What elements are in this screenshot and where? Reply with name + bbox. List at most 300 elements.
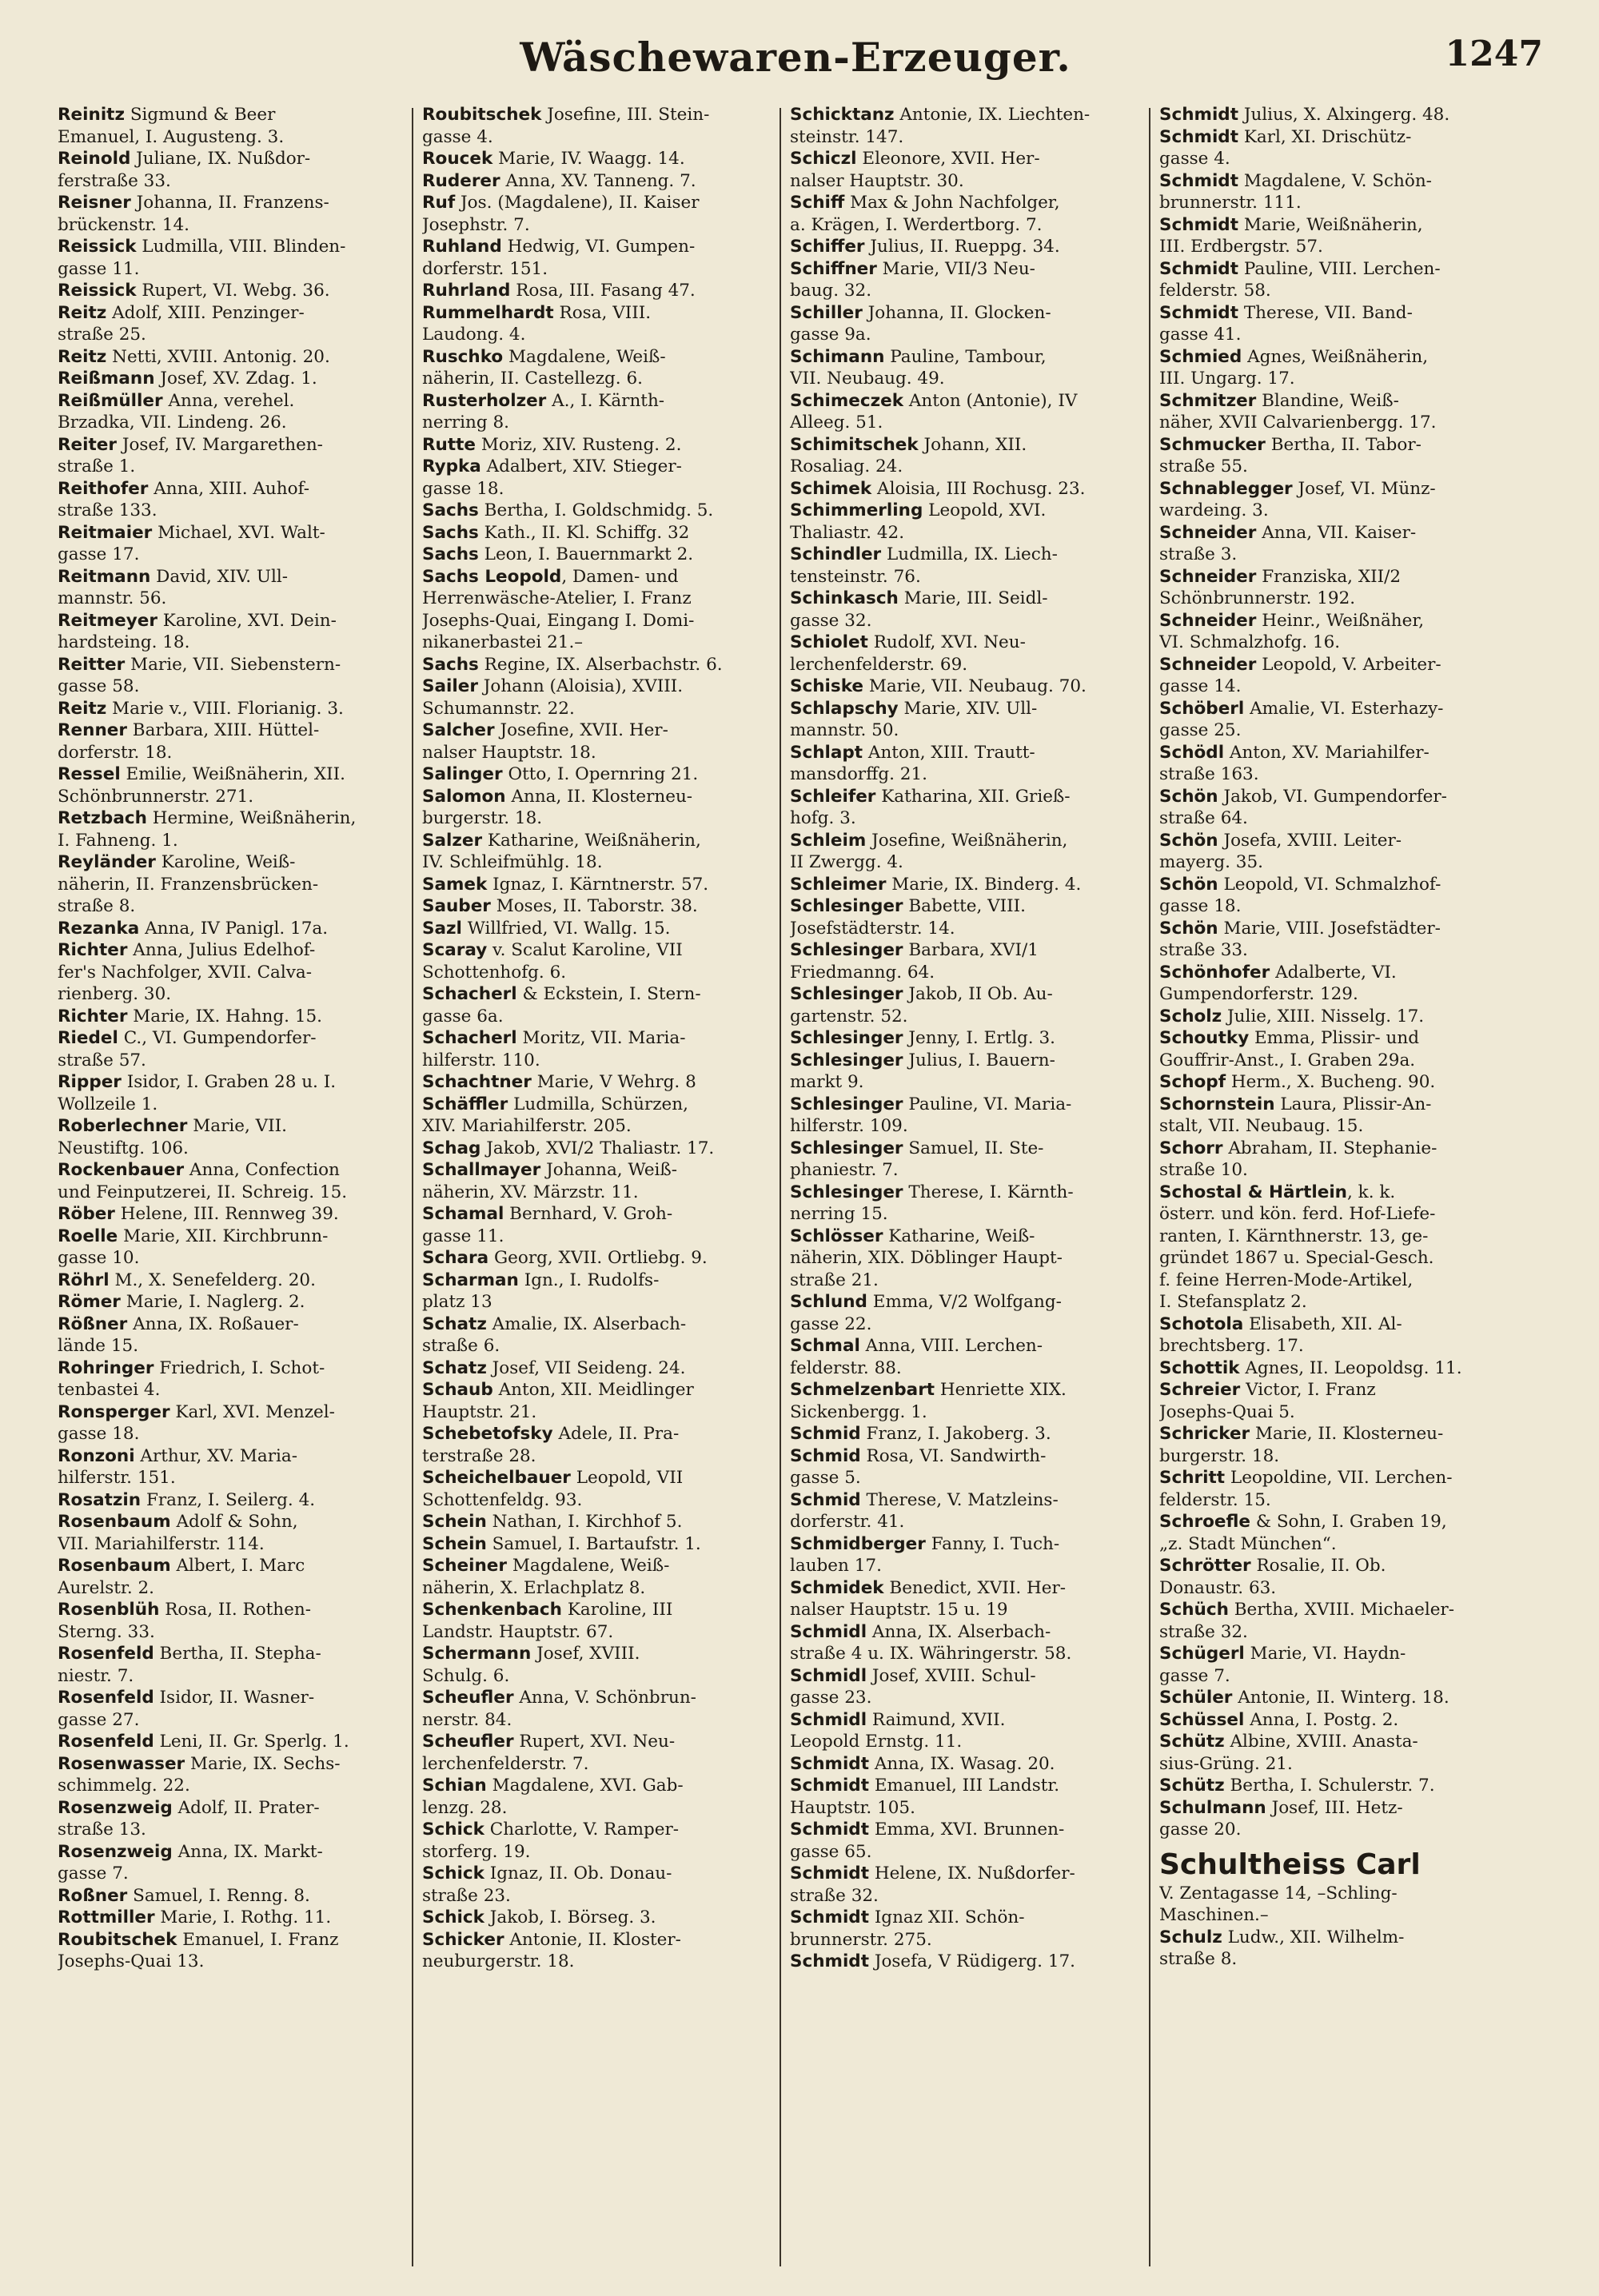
directory-line <box>790 412 1159 434</box>
entry-text: Katharine, Weißnäherin, <box>482 830 701 851</box>
entry-text: dorferstr. 18. <box>58 742 173 763</box>
entry-text: VI. Schmalzhofg. 16. <box>1159 632 1341 652</box>
directory-line <box>58 830 427 852</box>
directory-line <box>1159 983 1529 1006</box>
entry-text: V. Zentagasse 14, –Schling- <box>1159 1883 1398 1903</box>
directory-line <box>790 1182 1159 1204</box>
entry-text: Heinr., Weißnäher, <box>1256 610 1425 631</box>
directory-line <box>1159 1927 1529 1949</box>
directory-line <box>790 500 1159 522</box>
entry-text: Moritz, VII. Maria- <box>516 1028 686 1048</box>
entry-name: Reiter <box>58 434 117 455</box>
directory-line <box>790 1511 1159 1533</box>
entry-name: Schüssel <box>1159 1709 1245 1730</box>
directory-line <box>58 1951 427 1973</box>
entry-text: Adele, II. Pra- <box>552 1424 680 1444</box>
entry-name: Schmidt <box>1159 170 1238 191</box>
entry-name: Reißmann <box>58 369 155 389</box>
entry-name: Schmidt <box>790 1820 869 1840</box>
entry-text: Hermine, Weißnäherin, <box>146 808 357 828</box>
entry-text: Emma, V/2 Wolfgang- <box>867 1292 1062 1312</box>
entry-text: Jenny, I. Ertlg. 3. <box>903 1028 1055 1048</box>
entry-text: Josephstr. 7. <box>422 214 530 235</box>
directory-line <box>790 1138 1159 1160</box>
entry-text: nerring 15. <box>790 1204 888 1224</box>
entry-name: Roubitschek <box>422 105 542 125</box>
directory-line <box>1159 1071 1529 1094</box>
entry-name: Schmidt <box>1159 258 1238 279</box>
entry-name: Schiske <box>790 676 864 696</box>
directory-line <box>790 1115 1159 1138</box>
entry-name: Rosenfeld <box>58 1644 154 1664</box>
directory-line <box>422 1050 792 1072</box>
directory-line <box>422 698 792 720</box>
entry-text: Anna, XV. Tanneng. 7. <box>500 170 696 191</box>
entry-name: Schmidt <box>790 1864 869 1883</box>
entry-text: Johanna, Weiß- <box>540 1160 678 1180</box>
entry-name: Schotola <box>1159 1313 1244 1334</box>
entry-name: Schottik <box>1159 1357 1240 1378</box>
directory-line <box>1159 192 1529 214</box>
directory-line <box>1159 1753 1529 1776</box>
entry-name: Schoutky <box>1159 1028 1250 1048</box>
directory-line <box>790 126 1159 149</box>
directory-line <box>422 763 792 786</box>
directory-line <box>790 324 1159 346</box>
entry-name: Reitmaier <box>58 522 153 543</box>
entry-name: Reitz <box>58 346 107 367</box>
entry-text: Brzadka, VII. Lindeng. 26. <box>58 413 287 432</box>
entry-text: Pauline, VIII. Lerchen- <box>1238 258 1441 279</box>
directory-line <box>58 1138 427 1160</box>
entry-text: C., VI. Gumpendorfer- <box>118 1028 317 1048</box>
entry-name: Rottmiller <box>58 1907 155 1927</box>
entry-name: Schmied <box>1159 346 1242 367</box>
directory-line <box>790 170 1159 193</box>
directory-line <box>422 1643 792 1665</box>
entry-text: Bertha, I. Schulerstr. 7. <box>1224 1776 1435 1796</box>
directory-line <box>1159 1555 1529 1577</box>
entry-name: Rypka <box>422 456 481 476</box>
directory-line <box>1159 1533 1529 1556</box>
entry-text: Marie, Weißnäherin, <box>1238 214 1423 235</box>
entry-name: Reithofer <box>58 478 149 499</box>
directory-line <box>1159 1643 1529 1665</box>
entry-name: Schlesinger <box>790 940 903 960</box>
entry-name: Schein <box>422 1533 487 1554</box>
entry-text: Babette, VIII. <box>903 896 1026 916</box>
directory-line <box>790 1291 1159 1313</box>
entry-name: Roucek <box>422 149 493 169</box>
directory-line <box>58 632 427 654</box>
directory-line <box>422 434 792 456</box>
entry-text: Johann (Aloisia), XVIII. <box>477 676 684 696</box>
directory-line <box>58 786 427 808</box>
directory-line <box>1159 456 1529 478</box>
entry-text: Leopold, VI. Schmalzhof- <box>1218 874 1441 895</box>
directory-line <box>790 1841 1159 1864</box>
directory-line <box>58 1841 427 1864</box>
directory-line <box>422 544 792 566</box>
directory-line <box>58 192 427 214</box>
entry-text: Marie, IX. Binderg. 4. <box>886 874 1082 895</box>
directory-line <box>1159 1138 1529 1160</box>
directory-line <box>58 874 427 896</box>
directory-line <box>58 236 427 258</box>
entry-name: Schügerl <box>1159 1644 1245 1664</box>
entry-text: lerchenfelderstr. 69. <box>790 654 968 675</box>
entry-text: gasse 58. <box>58 676 140 696</box>
entry-text: Leni, II. Gr. Sperlg. 1. <box>154 1732 349 1752</box>
entry-name: Schlesinger <box>790 1138 903 1158</box>
entry-text: Anna, IX. Wasag. 20. <box>868 1753 1055 1774</box>
directory-line <box>1159 1203 1529 1226</box>
directory-line <box>1159 1159 1529 1182</box>
directory-line <box>1159 1731 1529 1753</box>
entry-text: Karoline, Weiß- <box>155 852 296 872</box>
directory-line <box>1159 302 1529 325</box>
entry-text: Schottenhofg. 6. <box>422 962 567 983</box>
entry-text: Josef, XVIII. Schul- <box>867 1665 1036 1686</box>
directory-line <box>790 632 1159 654</box>
page-title: Wäschewaren-Erzeuger. <box>520 34 1071 81</box>
entry-text: Leopold, XVI. <box>923 500 1047 520</box>
entry-text: VII. Mariahilferstr. 114. <box>58 1533 265 1554</box>
directory-line <box>422 719 792 742</box>
entry-text: & Eckstein, I. Stern- <box>516 984 701 1004</box>
directory-line <box>790 1555 1159 1577</box>
directory-line <box>58 1577 427 1600</box>
entry-text: Aurelstr. 2. <box>58 1577 155 1598</box>
entry-text: Rosalie, II. Ob. <box>1250 1556 1386 1576</box>
directory-line <box>1159 939 1529 962</box>
directory-line <box>1159 104 1529 126</box>
column-3 <box>790 104 1159 2262</box>
directory-line <box>422 368 792 390</box>
entry-text: Leopold Ernstg. 11. <box>790 1732 963 1752</box>
entry-text: Rosa, VI. Sandwirth- <box>860 1445 1047 1466</box>
entry-name: Sachs <box>422 544 479 564</box>
entry-name: Reitz <box>58 302 107 323</box>
entry-text: Karoline, III <box>561 1600 673 1620</box>
entry-text: gasse 5. <box>790 1468 861 1488</box>
entry-name: Schlesinger <box>790 1182 903 1202</box>
directory-line <box>58 258 427 281</box>
entry-text: Magdalene, Weiß- <box>506 1556 670 1576</box>
directory-line <box>58 1863 427 1885</box>
entry-text: Therese, VII. Band- <box>1238 302 1413 323</box>
entry-name: Rosenzweig <box>58 1841 173 1862</box>
entry-text: gasse 10. <box>58 1248 140 1268</box>
entry-text: Anna, VII. Kaiser- <box>1256 522 1417 543</box>
entry-text: Antonie, II. Winterg. 18. <box>1232 1688 1449 1708</box>
entry-text: Adolf, II. Prater- <box>172 1797 320 1818</box>
directory-line <box>422 1687 792 1709</box>
entry-name: Samek <box>422 874 488 895</box>
entry-text: Jakob, II Ob. Au- <box>903 984 1053 1004</box>
directory-line <box>790 1313 1159 1336</box>
directory-line <box>58 895 427 918</box>
entry-name: Rößner <box>58 1313 128 1334</box>
entry-text: straße 64. <box>1159 808 1248 828</box>
entry-name: Richter <box>58 940 128 960</box>
directory-line <box>1159 698 1529 720</box>
directory-line <box>58 1357 427 1380</box>
entry-text: Leopold, VII <box>570 1468 684 1488</box>
entry-text: Alleeg. 51. <box>790 413 883 432</box>
entry-text: Emilie, Weißnäherin, XII. <box>120 764 345 784</box>
directory-line <box>422 939 792 962</box>
entry-name: Schatz <box>422 1313 487 1334</box>
directory-line <box>790 807 1159 830</box>
entry-name: Schiffer <box>790 237 865 257</box>
entry-name: Schütz <box>1159 1732 1225 1752</box>
entry-name: Reitmeyer <box>58 610 158 631</box>
entry-text: brunnerstr. 111. <box>1159 193 1302 213</box>
directory-line <box>790 236 1159 258</box>
directory-line <box>790 1445 1159 1468</box>
entry-name: Schüch <box>1159 1600 1229 1620</box>
entry-text: David, XIV. Ull- <box>150 566 289 587</box>
directory-line <box>422 1599 792 1621</box>
entry-text: lauben 17. <box>790 1556 882 1576</box>
directory-line <box>58 1094 427 1116</box>
entry-text: Ignaz, I. Kärntnerstr. 57. <box>487 874 709 895</box>
directory-line <box>422 1071 792 1094</box>
directory-line <box>790 566 1159 588</box>
entry-text: Sigmund & Beer <box>124 105 276 125</box>
directory-line <box>58 346 427 369</box>
entry-text: Anna, IX. Roßauer- <box>127 1313 299 1334</box>
entry-name: Schmidt <box>1159 302 1238 323</box>
entry-text: Franziska, XII/2 <box>1256 566 1402 587</box>
entry-text: ranten, I. Kärnthnerstr. 13, ge- <box>1159 1226 1429 1246</box>
directory-line <box>1159 1335 1529 1357</box>
directory-line <box>422 1445 792 1468</box>
entry-text: storferg. 19. <box>422 1841 531 1862</box>
entry-text: dorferstr. 41. <box>790 1512 905 1532</box>
directory-line <box>790 1203 1159 1226</box>
directory-line <box>790 1643 1159 1665</box>
directory-line <box>422 632 792 654</box>
entry-text: gasse 18. <box>422 478 504 499</box>
directory-line <box>790 851 1159 874</box>
entry-text: Anton (Antonie), IV <box>903 390 1078 411</box>
entry-name: Schimmerling <box>790 500 923 520</box>
directory-line <box>1159 1948 1529 1971</box>
entry-text: Isidor, II. Wasner- <box>154 1688 315 1708</box>
entry-name: Reißmüller <box>58 390 163 411</box>
directory-line <box>422 1335 792 1357</box>
directory-line <box>422 1533 792 1556</box>
directory-line <box>1159 1357 1529 1380</box>
directory-line <box>422 104 792 126</box>
directory-line <box>790 939 1159 962</box>
directory-line <box>422 1819 792 1841</box>
entry-name: Ressel <box>58 764 121 784</box>
directory-line <box>58 302 427 325</box>
directory-line <box>1159 1709 1529 1732</box>
directory-line <box>790 1401 1159 1424</box>
directory-line <box>790 698 1159 720</box>
entry-text: Herm., X. Bucheng. 90. <box>1226 1072 1436 1092</box>
entry-text: Anna, IX. Markt- <box>172 1841 323 1862</box>
entry-text: straße 21. <box>790 1270 879 1290</box>
entry-text: Michael, XVI. Walt- <box>152 522 325 543</box>
entry-name: Schmidl <box>790 1665 867 1686</box>
entry-text: straße 1. <box>58 456 136 476</box>
directory-line <box>58 544 427 566</box>
entry-text: platz 13 <box>422 1292 492 1312</box>
page-header <box>48 34 1543 106</box>
entry-text: Otto, I. Opernring 21. <box>502 764 699 784</box>
directory-line <box>1159 851 1529 874</box>
entry-text: Jos. (Magdalene), II. Kaiser <box>455 193 700 213</box>
entry-text: Marie, II. Klosterneu- <box>1250 1424 1444 1444</box>
entry-text: Helene, III. Rennweg 39. <box>114 1204 339 1224</box>
entry-text: Antonie, II. Kloster- <box>504 1929 681 1950</box>
entry-name: Schödl <box>1159 742 1225 763</box>
directory-line <box>790 368 1159 390</box>
directory-line <box>1159 1687 1529 1709</box>
entry-name: Schlesinger <box>790 984 903 1004</box>
entry-name: Schöberl <box>1159 698 1245 719</box>
entry-text: II Zwergg. 4. <box>790 852 903 872</box>
entry-text: Julie, XIII. Nisselg. 17. <box>1222 1006 1425 1026</box>
entry-text: Josephs-Quai 13. <box>58 1951 205 1971</box>
entry-text: Josephs-Quai, Eingang I. Domi- <box>422 610 695 631</box>
entry-text: a. Krägen, I. Werdertborg. 7. <box>790 214 1043 235</box>
entry-text: gasse 18. <box>1159 896 1242 916</box>
directory-line <box>422 390 792 413</box>
directory-line <box>1159 1006 1529 1028</box>
entry-text: Ignaz XII. Schön- <box>868 1907 1025 1927</box>
entry-text: Rosa, III. Fasang 47. <box>510 281 696 301</box>
entry-text: v. Scalut Karoline, VII <box>487 940 683 960</box>
entry-text: Ign., I. Rudolfs- <box>518 1270 660 1290</box>
directory-line <box>58 1050 427 1072</box>
directory-line <box>422 1423 792 1445</box>
directory-line <box>422 500 792 522</box>
entry-name: Roßner <box>58 1885 128 1906</box>
entry-name: Schön <box>1159 786 1218 807</box>
entry-name: Schimitschek <box>790 434 919 455</box>
directory-line <box>790 1687 1159 1709</box>
directory-line <box>58 324 427 346</box>
directory-line <box>422 1226 792 1248</box>
entry-text: Hauptstr. 21. <box>422 1401 537 1422</box>
directory-line <box>58 1291 427 1313</box>
directory-line <box>422 1357 792 1380</box>
entry-text: Marie, V Wehrg. 8 <box>531 1072 696 1092</box>
entry-text: Raimund, XVII. <box>867 1709 1006 1730</box>
entry-name: Röber <box>58 1204 115 1224</box>
entry-text: Anna, VIII. Lerchen- <box>859 1336 1043 1356</box>
entry-name: Rosenblüh <box>58 1600 160 1620</box>
entry-text: näher, XVII Calvarienbergg. 17. <box>1159 413 1437 432</box>
entry-text: Laudong. 4. <box>422 325 526 345</box>
directory-line <box>58 1929 427 1951</box>
entry-text: nalser Hauptstr. 18. <box>422 742 596 763</box>
directory-line <box>1159 478 1529 500</box>
directory-line <box>1159 1904 1529 1927</box>
entry-name: Schricker <box>1159 1424 1250 1444</box>
directory-line <box>58 1159 427 1182</box>
entry-text: IV. Schleifmühlg. 18. <box>422 852 603 872</box>
entry-name: Römer <box>58 1292 121 1312</box>
entry-name: Schmid <box>790 1445 861 1466</box>
entry-text: Marie, I. Naglerg. 2. <box>120 1292 305 1312</box>
entry-text: Nathan, I. Kirchhof 5. <box>486 1512 683 1532</box>
directory-line <box>422 1797 792 1820</box>
entry-text: Moriz, XIV. Rusteng. 2. <box>476 434 682 455</box>
entry-text: Rupert, VI. Webg. 36. <box>136 281 330 301</box>
directory-line <box>58 1313 427 1336</box>
directory-line <box>422 676 792 698</box>
entry-text: Magdalene, V. Schön- <box>1238 170 1432 191</box>
entry-text: Herrenwäsche-Atelier, I. Franz <box>422 588 692 608</box>
directory-line <box>422 302 792 325</box>
entry-name: Schinkasch <box>790 588 899 608</box>
directory-line <box>790 1050 1159 1072</box>
entry-text: Abraham, II. Stephanie- <box>1222 1138 1438 1158</box>
entry-name: Schmidt <box>1159 214 1238 235</box>
entry-text: Emma, Plissir- und <box>1249 1028 1419 1048</box>
directory-line <box>790 962 1159 984</box>
entry-text: Laura, Plissir-An- <box>1274 1094 1432 1114</box>
entry-name: Sachs <box>422 522 479 543</box>
directory-line <box>790 1907 1159 1929</box>
entry-name: Röhrl <box>58 1270 110 1290</box>
directory-line <box>422 1094 792 1116</box>
entry-text: Jakob, VI. Gumpendorfer- <box>1218 786 1447 807</box>
directory-line <box>58 1775 427 1797</box>
entry-text: Blandine, Weiß- <box>1256 390 1399 411</box>
entry-name: Salzer <box>422 830 483 851</box>
directory-line <box>58 214 427 237</box>
entry-name: Roelle <box>58 1226 118 1246</box>
entry-text: Helene, IX. Nußdorfer- <box>868 1864 1075 1883</box>
entry-name: Schachtner <box>422 1072 532 1092</box>
directory-line <box>1159 390 1529 413</box>
entry-text: Leopold, V. Arbeiter- <box>1256 654 1441 675</box>
entry-name: Schön <box>1159 918 1218 939</box>
directory-line <box>1159 1467 1529 1489</box>
entry-text: gartenstr. 52. <box>790 1006 908 1026</box>
entry-text: Max & John Nachfolger, <box>844 193 1060 213</box>
directory-line <box>58 1665 427 1688</box>
entry-text: Agnes, II. Leopoldsg. 11. <box>1239 1357 1462 1378</box>
directory-line <box>58 566 427 588</box>
entry-text: Katharine, Weiß- <box>883 1226 1035 1246</box>
entry-text: Neustiftg. 106. <box>58 1138 189 1158</box>
entry-name: Schlapschy <box>790 698 899 719</box>
entry-name: Schorr <box>1159 1138 1223 1158</box>
directory-line <box>58 610 427 632</box>
directory-line <box>58 676 427 698</box>
directory-line <box>422 148 792 170</box>
entry-text: Barbara, XIII. Hüttel- <box>126 720 320 740</box>
entry-text: Marie, IV. Waagg. 14. <box>492 149 685 169</box>
directory-line <box>58 1027 427 1050</box>
directory-line <box>58 104 427 126</box>
entry-name: Sazl <box>422 918 462 939</box>
entry-text: I. Stefansplatz 2. <box>1159 1292 1307 1312</box>
entry-text: mayerg. 35. <box>1159 852 1263 872</box>
entry-text: Marie, VIII. Josefstädter- <box>1218 918 1441 939</box>
entry-name: Rosenbaum <box>58 1512 171 1532</box>
entry-name: Rosenwasser <box>58 1753 185 1774</box>
